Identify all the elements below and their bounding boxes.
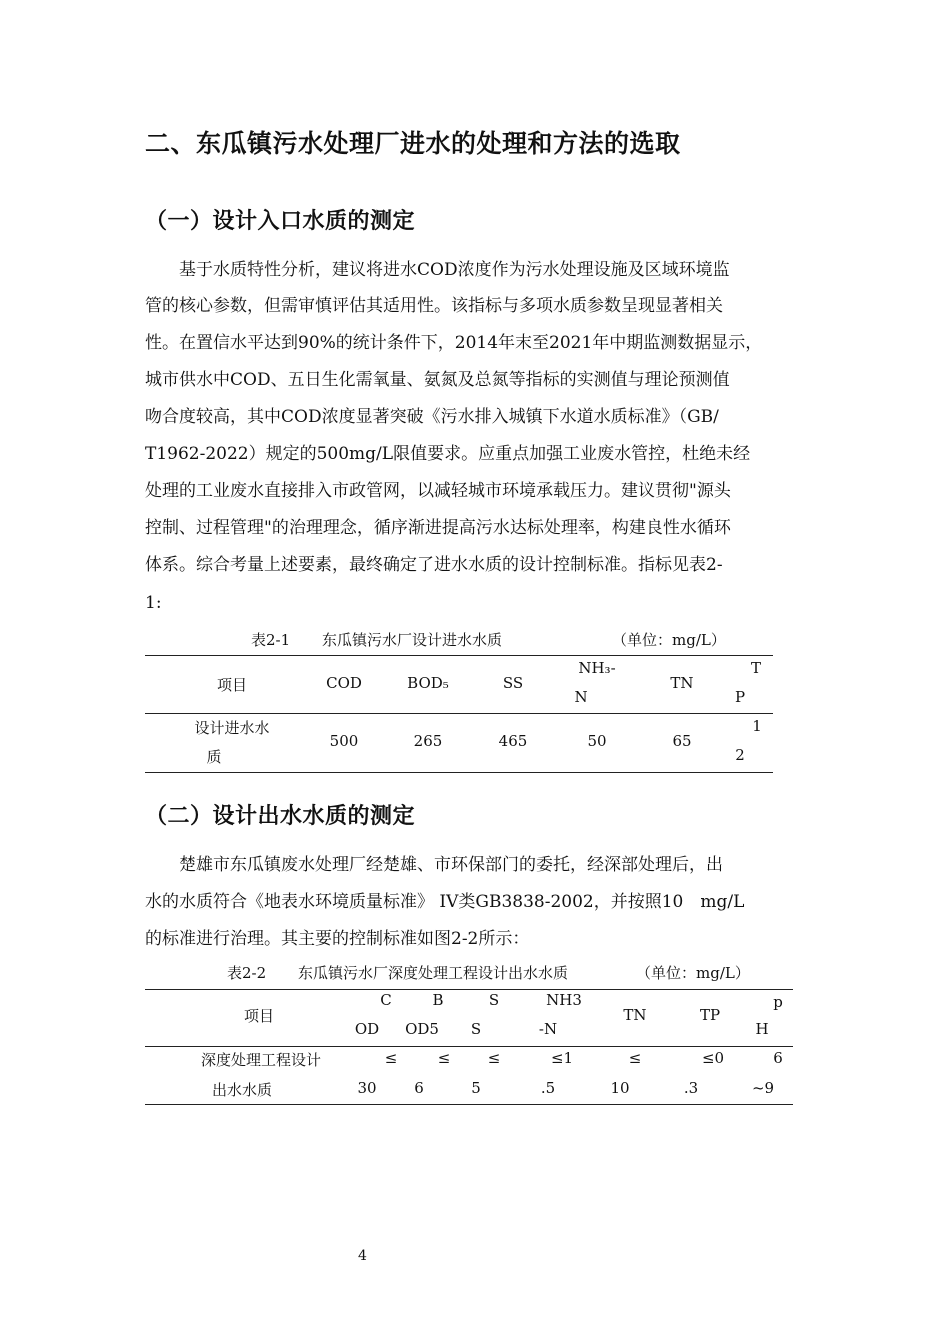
paragraph-line: 处理的工业废水直接排入市政管网，以减轻城市环境承载压力。建议贯彻"源头 xyxy=(145,481,731,501)
table-1-header-ss: SS xyxy=(502,674,524,692)
paragraph-line: 水的水质符合《地表水环境质量标准》 IV类GB3838-2002，并按照10 mg/L xyxy=(145,892,745,912)
table-2-tn-value: ≤ xyxy=(628,1049,642,1067)
table-2-title: 东瓜镇污水厂深度处理工程设计出水水质 xyxy=(298,964,569,982)
paragraph-line: 城市供水中COD、五日生化需氧量、氨氮及总氮等指标的实测值与理论预测值 xyxy=(145,370,730,390)
table-2-header-nh3-cont: -N xyxy=(538,1020,558,1038)
table-1-tp-value: 1 xyxy=(752,717,762,735)
table-2-header-cod: C xyxy=(380,991,392,1009)
table-1-row-label: 设计进水水 xyxy=(194,719,270,737)
table-2-number: 表2-2 xyxy=(227,964,267,982)
table-2-cod-value-cont: 30 xyxy=(357,1079,377,1097)
paragraph-line: 基于水质特性分析，建议将进水COD浓度作为污水处理设施及区域环境监 xyxy=(145,260,730,280)
table-2-header-ss: S xyxy=(488,991,500,1009)
table-1-bottom-rule xyxy=(145,772,773,773)
table-2-header-tn: TN xyxy=(623,1006,647,1024)
table-1-header-rule xyxy=(145,713,773,714)
table-2-header-ph: p xyxy=(773,993,783,1011)
table-1-header-tn: TN xyxy=(670,674,694,692)
table-1-bod-value: 265 xyxy=(413,732,443,750)
table-2-header-cod-cont: OD xyxy=(354,1020,380,1038)
table-1-tn-value: 65 xyxy=(672,732,692,750)
table-2-header-item: 项目 xyxy=(243,1007,274,1025)
table-2-bottom-rule xyxy=(145,1104,793,1105)
table-2-tp-value: ≤0 xyxy=(701,1049,725,1067)
table-1-header-tp-cont: P xyxy=(734,688,746,706)
table-1-nh3-value: 50 xyxy=(587,732,607,750)
table-2-top-rule xyxy=(145,989,793,990)
table-2-ph-value-cont: ~9 xyxy=(751,1079,775,1097)
paragraph-line: 吻合度较高，其中COD浓度显著突破《污水排入城镇下水道水质标准》（GB/ xyxy=(145,407,719,427)
table-1-number: 表2-1 xyxy=(251,631,291,649)
table-2-unit: （单位：mg/L） xyxy=(636,964,750,982)
paragraph-line: T1962-2022）规定的500mg/L限值要求。应重点加强工业废水管控，杜绝未经 xyxy=(145,444,751,464)
table-2-ph-value: 6 xyxy=(773,1049,783,1067)
table-2-header-bod-cont: OD5 xyxy=(405,1020,439,1038)
page-number: 4 xyxy=(358,1248,367,1264)
paragraph-line: 性。在置信水平达到90%的统计条件下，2014年末至2021年中期监测数据显示， xyxy=(145,333,763,353)
table-2-row-label: 深度处理工程设计 xyxy=(200,1051,321,1069)
table-1-title: 东瓜镇污水厂设计进水水质 xyxy=(322,631,503,649)
table-2-ss-value-cont: 5 xyxy=(471,1079,481,1097)
table-2-cod-value: ≤ xyxy=(384,1049,398,1067)
paragraph-line: 1: xyxy=(145,593,162,613)
paragraph-line: 的标准进行治理。其主要的控制标准如图2-2所示： xyxy=(145,929,530,949)
table-1-top-rule xyxy=(145,655,773,656)
table-2-header-nh3: NH3 xyxy=(546,991,582,1009)
table-1-header-item: 项目 xyxy=(216,676,247,694)
table-2-bod-value-cont: 6 xyxy=(414,1079,424,1097)
section-2-title: （二）设计出水水质的测定 xyxy=(145,804,416,829)
table-1-ss-value: 465 xyxy=(498,732,528,750)
table-1-tp-value-cont: 2 xyxy=(735,746,745,764)
table-2-header-rule xyxy=(145,1046,793,1047)
paragraph-line: 控制、过程管理"的治理理念，循序渐进提高污水达标处理率，构建良性水循环 xyxy=(145,518,731,538)
paragraph-line: 楚雄市东瓜镇废水处理厂经楚雄、市环保部门的委托，经深部处理后，出 xyxy=(145,855,723,875)
table-2-ss-value: ≤ xyxy=(487,1049,501,1067)
table-2-header-tp: TP xyxy=(699,1006,721,1024)
table-1-header-cod: COD xyxy=(326,674,362,692)
table-2-header-ss-cont: S xyxy=(470,1020,482,1038)
paragraph-line: 体系。综合考量上述要素，最终确定了进水水质的设计控制标准。指标见表2- xyxy=(145,555,723,575)
table-1-cod-value: 500 xyxy=(329,732,359,750)
table-1-header-nh3: NH₃- xyxy=(578,659,616,677)
chapter-heading: 二、东瓜镇污水处理厂进水的处理和方法的选取 xyxy=(145,129,681,158)
table-1-header-nh3-cont: N xyxy=(574,688,588,706)
table-2-header-ph-cont: H xyxy=(755,1020,769,1038)
table-2-bod-value: ≤ xyxy=(437,1049,451,1067)
section-1-title: （一）设计入口水质的测定 xyxy=(145,209,416,234)
table-2-tp-value-cont: .3 xyxy=(683,1079,699,1097)
table-1-unit: （单位：mg/L） xyxy=(612,631,726,649)
table-2-header-bod: B xyxy=(432,991,444,1009)
table-2-tn-value-cont: 10 xyxy=(610,1079,630,1097)
table-2-nh3-value-cont: .5 xyxy=(540,1079,556,1097)
table-2-nh3-value: ≤1 xyxy=(550,1049,574,1067)
paragraph-line: 管的核心参数，但需审慎评估其适用性。该指标与多项水质参数呈现显著相关 xyxy=(145,296,723,316)
table-1-row-label-cont: 质 xyxy=(206,748,222,766)
table-1-header-tp: T xyxy=(750,659,761,677)
table-2-row-label-cont: 出水水质 xyxy=(211,1081,272,1099)
table-1-header-bod: BOD₅ xyxy=(407,674,449,692)
